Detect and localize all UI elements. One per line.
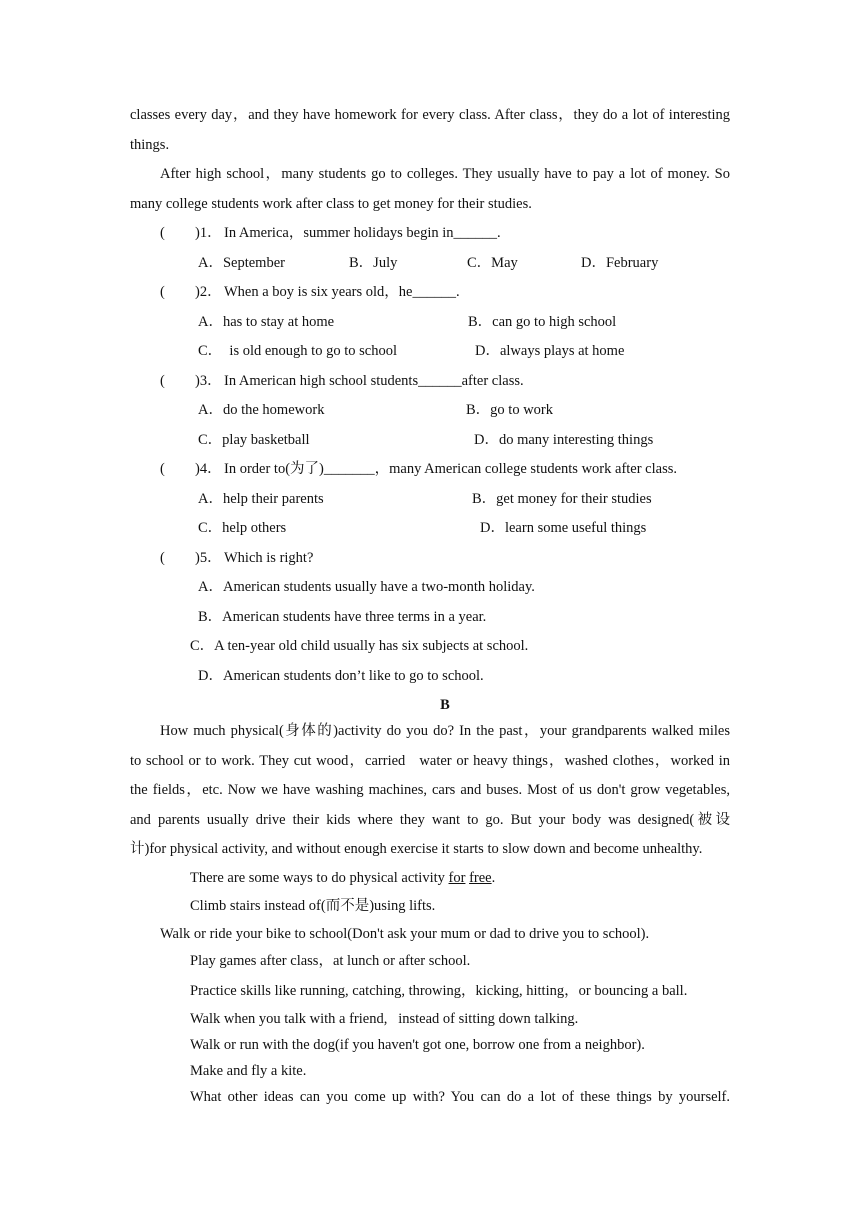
question-3-paren: ( bbox=[160, 373, 165, 389]
question-3-option-b: B．go to work bbox=[466, 402, 553, 418]
ways-intro-for: for bbox=[448, 870, 466, 886]
way-item: Walk or run with the dog(if you haven't got one, borrow one from a neighbor). bbox=[190, 1037, 645, 1053]
question-1-option-a: A．September bbox=[198, 255, 285, 271]
passage-a-line: many college students work after class to get money for their studies. bbox=[130, 196, 532, 212]
question-1-option-b: B．July bbox=[349, 255, 398, 271]
question-5-option-b: B．American students have three terms in a year. bbox=[198, 609, 487, 625]
section-b-paragraph-line: to school or to work. They cut wood，carried water or heavy things，washed clothes，worked in bbox=[130, 753, 730, 769]
way-item: Practice skills like running, catching, throwing，kicking, hitting，or bouncing a ball. bbox=[190, 983, 688, 999]
question-4-paren: ( bbox=[160, 461, 165, 477]
ways-intro-free: free bbox=[469, 870, 492, 886]
question-2-option-d: D．always plays at home bbox=[475, 343, 625, 359]
question-4-number: )4． bbox=[195, 461, 222, 477]
question-5-stem: Which is right? bbox=[224, 550, 314, 566]
way-item: Make and fly a kite. bbox=[190, 1063, 307, 1079]
ways-intro-end: . bbox=[491, 870, 496, 886]
question-2-number: )2． bbox=[195, 284, 222, 300]
question-3-option-a: A．do the homework bbox=[198, 402, 325, 418]
section-b-heading: B bbox=[440, 697, 450, 713]
question-1-stem: In America，summer holidays begin in______. bbox=[224, 225, 501, 241]
question-5-option-a: A．American students usually have a two-month holiday. bbox=[198, 579, 535, 595]
question-2-option-b: B．can go to high school bbox=[468, 314, 617, 330]
question-5-number: )5． bbox=[195, 550, 222, 566]
question-5-option-d: D．American students don’t like to go to school. bbox=[198, 668, 484, 684]
question-4-option-c: C．help others bbox=[198, 520, 287, 536]
question-3-number: )3． bbox=[195, 373, 222, 389]
way-item: Play games after class，at lunch or after school. bbox=[190, 953, 471, 969]
question-1-option-d: D．February bbox=[581, 255, 659, 271]
way-item: Walk or ride your bike to school(Don't ask your mum or dad to drive you to school). bbox=[160, 926, 650, 942]
ways-intro-text: There are some ways to do physical activity bbox=[190, 870, 449, 886]
way-item: What other ideas can you come up with? You can do a lot of these things by yourself. bbox=[190, 1089, 730, 1105]
question-2-paren: ( bbox=[160, 284, 165, 300]
question-2-stem: When a boy is six years old，he______. bbox=[224, 284, 460, 300]
passage-a-line: After high school，many students go to colleges. They usually have to pay a lot of money. So bbox=[160, 166, 730, 182]
section-b-paragraph-line: 计)for physical activity, and without enough exercise it starts to slow down and become unhealthy. bbox=[130, 841, 703, 857]
passage-a-line: things. bbox=[130, 137, 170, 153]
passage-a-line: classes every day，and they have homework for every class. After class，they do a lot of interesting bbox=[130, 107, 730, 123]
question-5-paren: ( bbox=[160, 550, 165, 566]
question-2-option-c: C． is old enough to go to school bbox=[198, 343, 397, 359]
ways-intro bbox=[190, 869, 495, 887]
question-4-option-d: D．learn some useful things bbox=[480, 520, 647, 536]
section-b-paragraph-line: and parents usually drive their kids where they want to go. But your body was designed(被设 bbox=[130, 812, 730, 828]
question-3-option-d: D．do many interesting things bbox=[474, 432, 654, 448]
question-4-option-b: B．get money for their studies bbox=[472, 491, 652, 507]
question-2-option-a: A．has to stay at home bbox=[198, 314, 335, 330]
question-1-option-c: C．May bbox=[467, 255, 518, 271]
question-3-option-c: C．play basketball bbox=[198, 432, 310, 448]
question-3-stem: In American high school students______after class. bbox=[224, 373, 524, 389]
question-4-stem: In order to(为了)_______，many American college students work after class. bbox=[224, 461, 677, 477]
question-4-option-a: A．help their parents bbox=[198, 491, 324, 507]
question-5-option-c: C．A ten-year old child usually has six subjects at school. bbox=[190, 638, 529, 654]
question-1-paren: ( bbox=[160, 225, 165, 241]
section-b-paragraph-line: the fields，etc. Now we have washing machines, cars and buses. Most of us don't grow vegetables, bbox=[130, 782, 730, 798]
question-1-number: )1． bbox=[195, 225, 222, 241]
way-item: Walk when you talk with a friend, instead of sitting down talking. bbox=[190, 1011, 579, 1027]
section-b-paragraph-line: How much physical(身体的)activity do you do? In the past，your grandparents walked miles bbox=[160, 723, 730, 739]
way-item: Climb stairs instead of(而不是)using lifts. bbox=[190, 898, 436, 914]
